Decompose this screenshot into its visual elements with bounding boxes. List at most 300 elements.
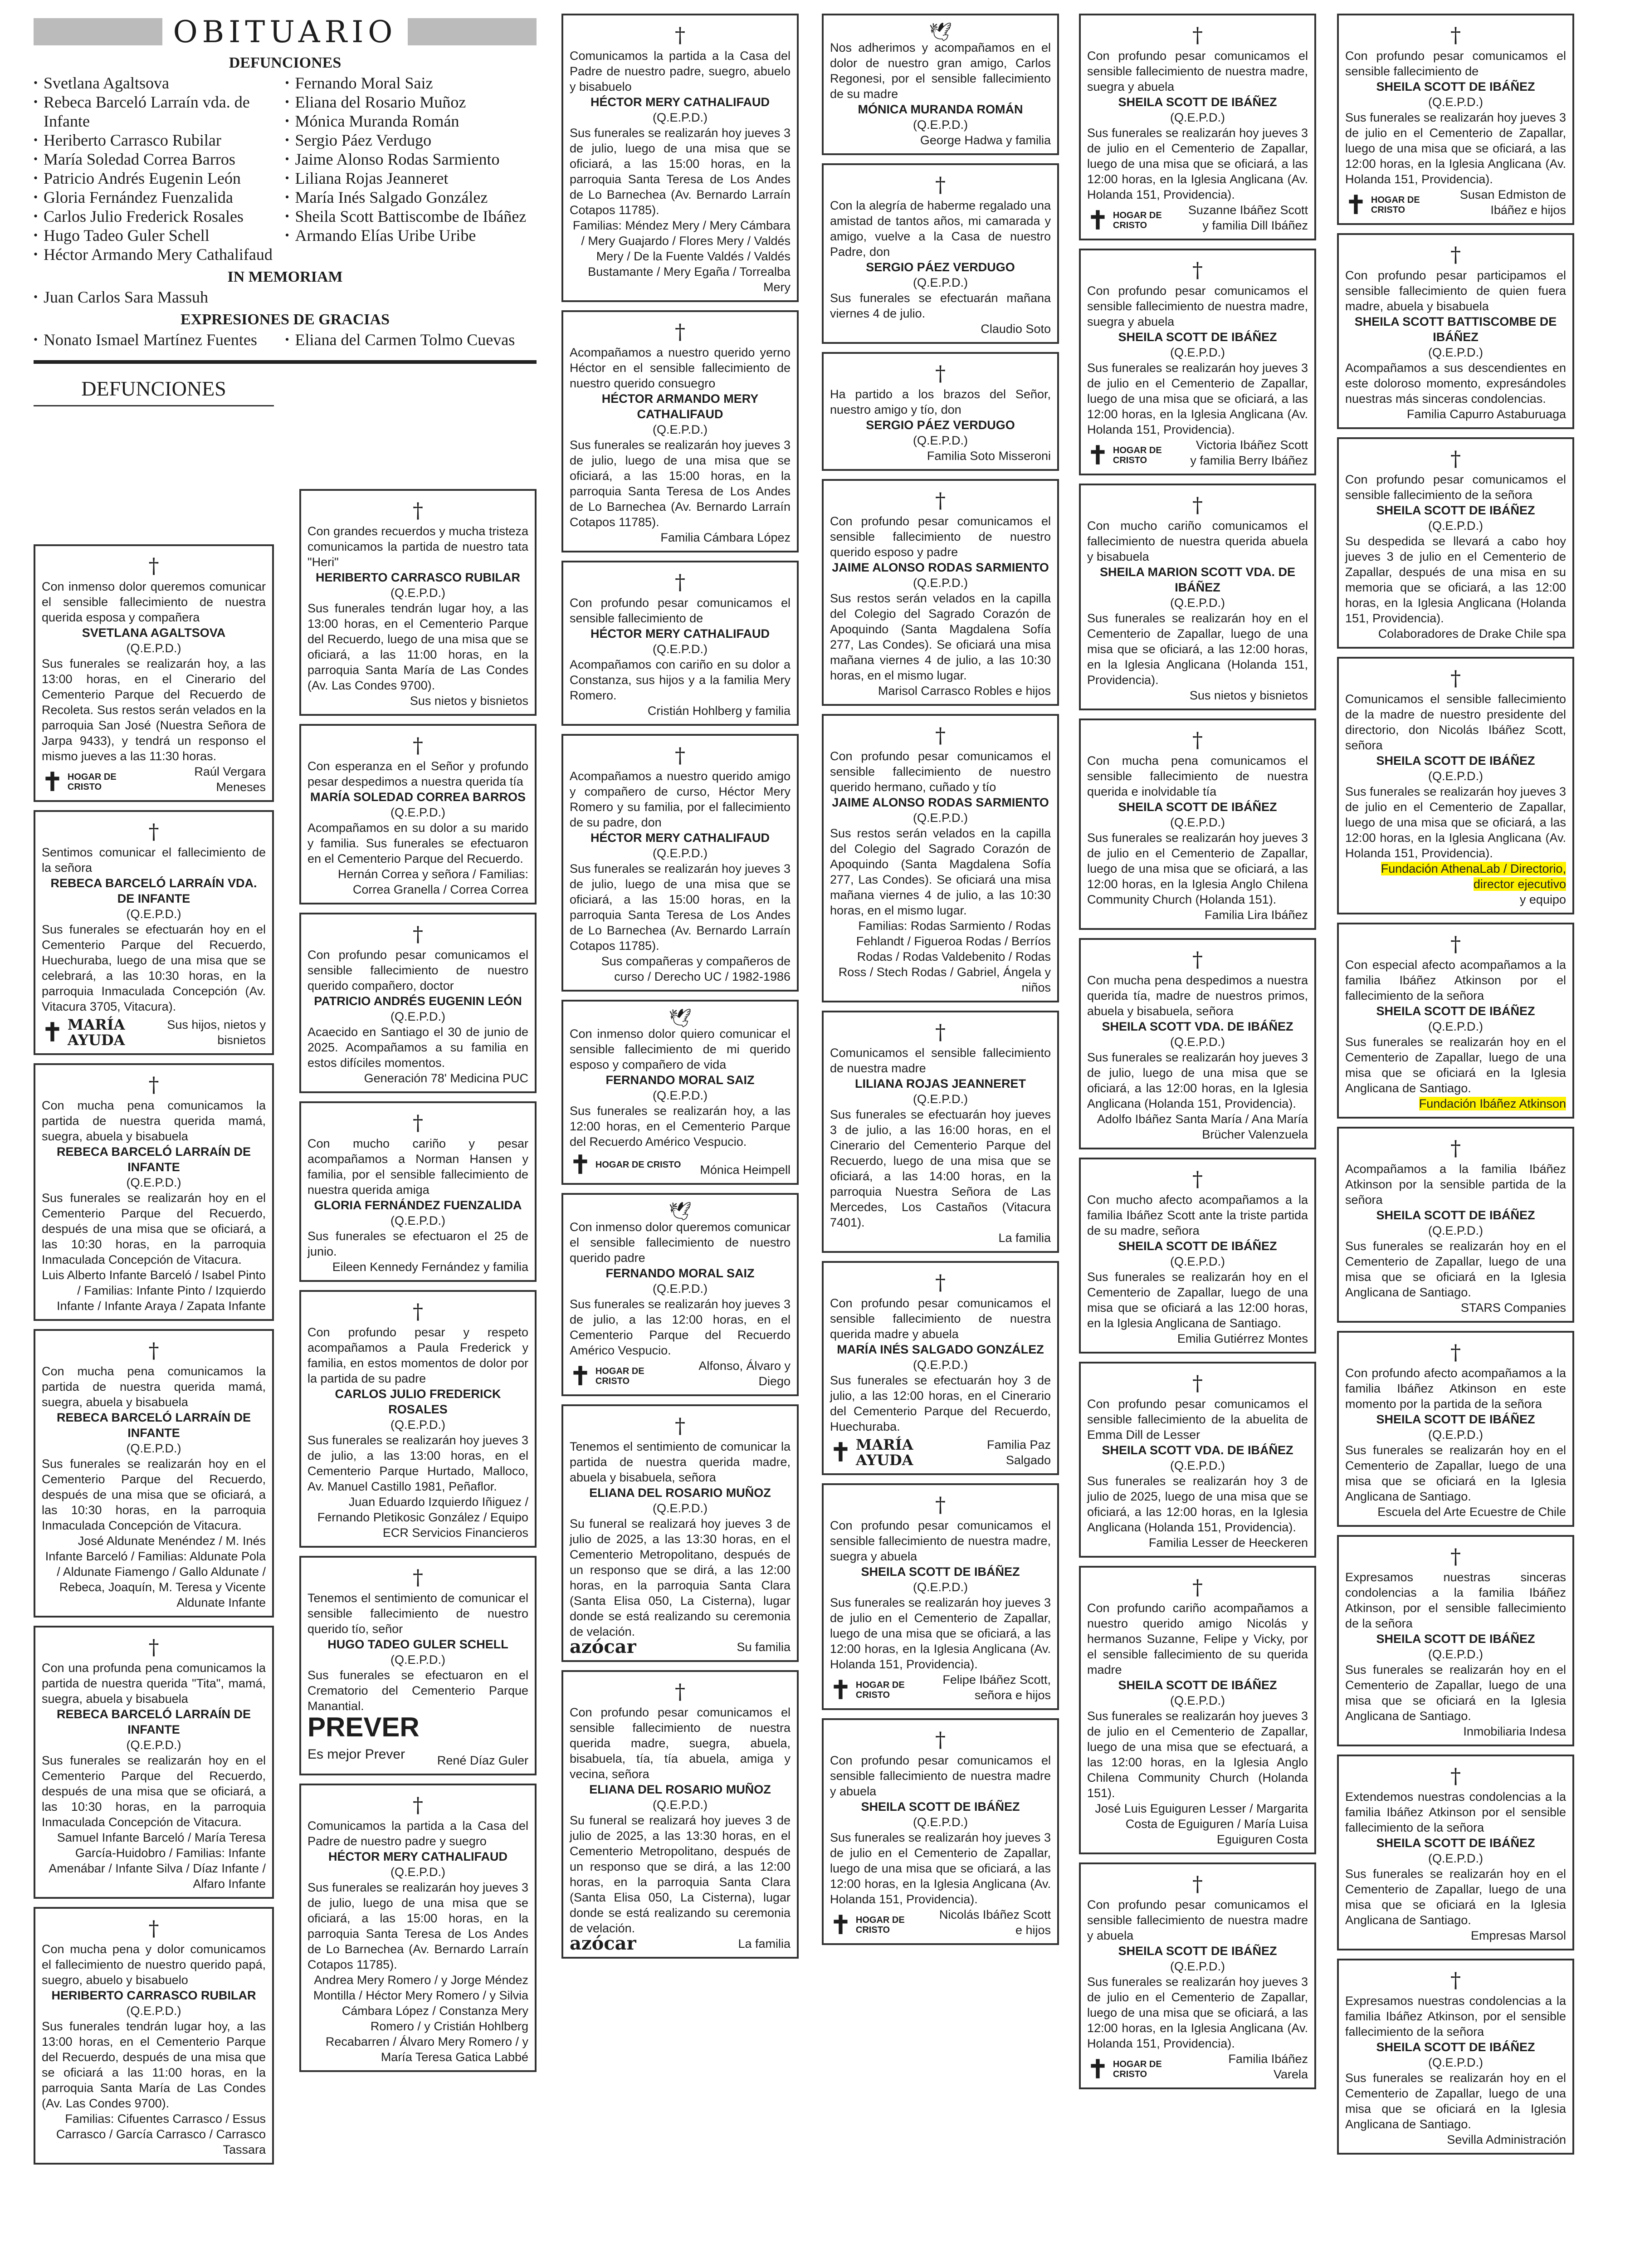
rip-label: (Q.E.P.D.) bbox=[390, 1865, 446, 1879]
obituary-notice bbox=[822, 163, 1059, 344]
obituary-notice bbox=[561, 1000, 799, 1185]
rip-label: (Q.E.P.D.) bbox=[913, 1580, 968, 1594]
notice-signature: Familias: Rodas Sarmiento / Rodas Fehlandt / Figueroa Rodas / Berríos Rodas / Rodas Valdebenito / Rodas Ross / Stech Rodas / Gabriel, Ángela y niños bbox=[838, 919, 1051, 994]
notice-body: Sus funerales se realizarán hoy en el Cementerio de Zapallar, luego de una misa que se oficiará en la Iglesia Anglicana de Santiago. bbox=[1345, 1443, 1566, 1503]
index-entry: • Juan Carlos Sara Massuh bbox=[34, 288, 537, 307]
cross-icon: † bbox=[413, 922, 423, 946]
obituary-notice bbox=[299, 1784, 537, 2072]
notice-footer bbox=[42, 1014, 266, 1048]
deceased-name: SHEILA SCOTT DE IBÁÑEZ bbox=[1118, 1239, 1277, 1253]
obituary-notice bbox=[822, 1261, 1059, 1475]
notice-signature: Familia Capurro Astaburuaga bbox=[1406, 407, 1566, 421]
notice-signature: Inmobiliaria Indesa bbox=[1463, 1725, 1566, 1738]
notice-signature: Familias: Méndez Mery / Mery Cámbara / Mery Guajardo / Flores Mery / Valdés Mery / De la Fuente Valdés / Valdés Bustamante / Mery Egaña / Torrealba Mery bbox=[572, 219, 791, 294]
page-header bbox=[34, 14, 537, 50]
notice-body: Sus funerales se efectuarán hoy 3 de julio, a las 12:00 horas, en el Cinerario del Cementerio Parque del Recuerdo, Huechuraba. bbox=[830, 1374, 1051, 1433]
obituary-notice bbox=[1079, 14, 1316, 240]
obituary-notice bbox=[561, 1670, 799, 1959]
cross-icon: † bbox=[1192, 258, 1203, 282]
cross-icon: † bbox=[148, 1635, 159, 1659]
memoriam-label: IN MEMORIAM bbox=[227, 269, 343, 285]
gracias-label: EXPRESIONES DE GRACIAS bbox=[181, 311, 390, 328]
rip-label: (Q.E.P.D.) bbox=[1428, 769, 1484, 783]
header-bar-right bbox=[408, 18, 537, 45]
rip-label: (Q.E.P.D.) bbox=[1428, 95, 1484, 109]
notice-body: Sus funerales se realizarán hoy jueves 3 de julio en el Cementerio de Zapallar, luego de una misa que se oficiará, a las 12:00 horas, en la Iglesia Anglicana (Av. Holanda 151, Providencia). bbox=[1087, 1975, 1308, 2050]
obituary-notice bbox=[1079, 249, 1316, 475]
obituary-notice bbox=[1079, 1158, 1316, 1354]
obituary-notice bbox=[561, 1404, 799, 1662]
notice-body: Acompañamos en su dolor a su marido y familia. Sus funerales se efectuaron en el Cementerio Parque del Recuerdo. bbox=[307, 821, 528, 865]
index-entry: • Eliana del Rosario Muñoz bbox=[285, 93, 537, 112]
cross-icon: † bbox=[675, 319, 685, 344]
hogar-de-cristo-logo bbox=[1087, 2054, 1195, 2084]
deceased-name: SHEILA SCOTT DE IBÁÑEZ bbox=[1376, 754, 1535, 767]
notice-signature: Victoria Ibáñez Scott y familia Berry Ibáñez bbox=[1190, 438, 1308, 467]
hogar-cross-icon: ✝ bbox=[1087, 205, 1108, 235]
cross-icon: † bbox=[1192, 1575, 1203, 1599]
notice-signature: La familia bbox=[738, 1937, 791, 1950]
notice-intro: Con profundo pesar comunicamos el sensible fallecimiento de nuestra madre y abuela bbox=[1087, 1898, 1308, 1942]
notice-signature: Colaboradores de Drake Chile spa bbox=[1378, 627, 1566, 640]
notices-column-4 bbox=[1079, 14, 1316, 2097]
obituary-notice bbox=[1079, 719, 1316, 930]
notice-body: Sus funerales se realizarán hoy en el Cementerio Parque del Recuerdo, después de una misa que se oficiará, a las 10:30 horas, en la parroquia Inmaculada Concepción de Vitacura. bbox=[42, 1754, 266, 1829]
hogar-de-cristo-logo bbox=[1087, 440, 1186, 470]
obituary-notice bbox=[34, 1329, 274, 1618]
notices-column-3 bbox=[822, 14, 1059, 1953]
rip-label: (Q.E.P.D.) bbox=[652, 1282, 708, 1295]
notice-body: Sus funerales se realizarán hoy jueves 3 de julio, luego de una misa que se oficiará, a las 15:00 horas, en la parroquia Santa Teresa de Los Andes de Lo Barnechea (Av. Bernardo Larraín Cotapos 11785). bbox=[570, 862, 791, 953]
deceased-name: SHEILA SCOTT DE IBÁÑEZ bbox=[1376, 1836, 1535, 1850]
cross-icon: † bbox=[675, 23, 685, 47]
cross-icon: † bbox=[1192, 23, 1203, 47]
rip-label: (Q.E.P.D.) bbox=[1428, 1852, 1484, 1865]
deceased-name: SERGIO PÁEZ VERDUGO bbox=[866, 260, 1015, 274]
hogar-logo-text: HOGAR DE CRISTO bbox=[855, 1915, 905, 1935]
notice-intro: Con profundo pesar comunicamos el sensible fallecimiento de nuestra querida madre, suegra, abuela, bisabuela, tía, tía abuela, amiga y vecina, señora bbox=[570, 1706, 791, 1781]
deceased-name: SHEILA SCOTT VDA. DE IBÁÑEZ bbox=[1102, 1020, 1293, 1033]
notice-intro: Ha partido a los brazos del Señor, nuestro amigo y tío, don bbox=[830, 387, 1051, 416]
notice-signature: Adolfo Ibáñez Santa María / Ana María Brücher Valenzuela bbox=[1097, 1112, 1308, 1141]
notice-intro: Con profundo pesar comunicamos el sensible fallecimiento de nuestro querido esposo y padre bbox=[830, 514, 1051, 559]
obituary-notice bbox=[1079, 1566, 1316, 1854]
notice-intro: Con profundo pesar comunicamos el sensible fallecimiento de bbox=[1345, 49, 1566, 78]
crucifix-icon: ✝ bbox=[42, 1017, 63, 1047]
notice-body: Sus restos serán velados en la capilla del Colegio del Sagrado Corazón de Apoquindo (Santa Magdalena Sofía 277, Las Condes). Se oficiará una misa mañana viernes 4 de julio, a las 10:30 horas, en el mismo lugar. bbox=[830, 826, 1051, 917]
notice-body: Sus restos serán velados en la capilla del Colegio del Sagrado Corazón de Apoquindo (Santa Magdalena Sofía 277, Las Condes). Se oficiará una misa mañana viernes 4 de julio, a las 10:30 horas, en el mismo lugar. bbox=[830, 591, 1051, 682]
notice-signature: Familias: Cifuentes Carrasco / Essus Carrasco / García Carrasco / Carrasco Tassara bbox=[56, 2112, 266, 2156]
cross-icon: † bbox=[935, 1727, 946, 1752]
rip-label: (Q.E.P.D.) bbox=[126, 2004, 181, 2018]
crucifix-icon: ✝ bbox=[830, 1437, 851, 1467]
maria-ayuda-text: MARÍA AYUDA bbox=[67, 1016, 125, 1049]
obituary-notice bbox=[1337, 1535, 1574, 1746]
rip-label: (Q.E.P.D.) bbox=[390, 806, 446, 819]
deceased-name: SHEILA SCOTT DE IBÁÑEZ bbox=[1118, 95, 1277, 109]
prever-text: PREVER bbox=[307, 1712, 420, 1742]
notice-signature: Familia Paz Salgado bbox=[986, 1438, 1051, 1467]
cross-icon: † bbox=[1192, 947, 1203, 972]
index-entry: • Heriberto Carrasco Rubilar bbox=[34, 131, 285, 150]
obituary-notice bbox=[1337, 1959, 1574, 2155]
deceased-name: MARÍA SOLEDAD CORREA BARROS bbox=[310, 790, 526, 804]
notice-body: Sus funerales se realizarán hoy jueves 3 de julio en el Cementerio de Zapallar, luego de una misa que se oficiará, a las 12:00 horas, en la Iglesia Anglicana (Av. Holanda 151, Providencia). bbox=[830, 1596, 1051, 1671]
defunciones-index bbox=[34, 73, 537, 264]
notice-intro: Con mucho afecto acompañamos a la familia Ibáñez Scott ante la triste partida de su madre, señora bbox=[1087, 1193, 1308, 1237]
notice-signature: José Aldunate Menéndez / M. Inés Infante Barceló / Familias: Aldunate Pola / Aldunate Fiamengo / Gallo Aldunate / Rebeca, Joaquín, M. Teresa y Vicente Aldunate Infante bbox=[45, 1534, 266, 1609]
obituary-notice bbox=[822, 1011, 1059, 1253]
index-entry: • Rebeca Barceló Larraín vda. de Infante bbox=[34, 93, 285, 131]
deceased-name: SHEILA SCOTT DE IBÁÑEZ bbox=[1376, 503, 1535, 517]
cross-icon: † bbox=[935, 723, 946, 748]
notice-intro: Con inmenso dolor queremos comunicar el sensible fallecimiento de nuestra querida esposa y compañera bbox=[42, 580, 266, 624]
notice-signature: Empresas Marsol bbox=[1470, 1929, 1566, 1942]
notices-column-5 bbox=[1337, 14, 1574, 2163]
notice-signature: Alfonso, Álvaro y Diego bbox=[698, 1359, 791, 1388]
notice-body: Su funeral se realizará hoy jueves 3 de julio de 2025, a las 13:30 horas, en el Cementerio Metropolitano, después de un responso que se dirá, a las 12:00 horas, en la parroquia Santa Clara (Santa Elisa 050, La Cisterna), lugar donde se está realizando su ceremonia de velación. bbox=[570, 1517, 791, 1638]
index-entry: • Patricio Andrés Eugenin León bbox=[34, 169, 285, 188]
notice-signature: José Luis Eguiguren Lesser / Margarita Costa de Eguiguren / María Luisa Eguiguren Costa bbox=[1095, 1802, 1308, 1846]
cross-icon: † bbox=[1450, 23, 1461, 47]
notice-intro: Con mucho cariño y pesar acompañamos a Norman Hansen y familia, por el sensible fallecimiento de nuestra querida amiga bbox=[307, 1137, 528, 1197]
rip-label: (Q.E.P.D.) bbox=[913, 276, 968, 289]
notice-signature: Familia Lesser de Heeckeren bbox=[1148, 1536, 1308, 1549]
notices-column-1a bbox=[34, 544, 274, 2173]
index-entry: • Héctor Armando Mery Cathalifaud bbox=[34, 245, 285, 264]
notice-body: Su funeral se realizará hoy jueves 3 de julio de 2025, a las 13:30 horas, en el Cementerio Metropolitano, después de un responso que se dirá, a las 12:00 horas, en la parroquia Santa Clara (Santa Elisa 050, La Cisterna), lugar donde se está realizando su ceremonia de velación. bbox=[570, 1813, 791, 1935]
hogar-de-cristo-logo bbox=[830, 1912, 929, 1938]
notice-body: Sus funerales tendrán lugar hoy, a las 13:00 horas, en el Cementerio Parque del Recuerdo, luego de una misa que se oficiará, a las 11:00 horas, en la parroquia Santa María de Las Condes (Av. Las Condes 9700). bbox=[307, 601, 528, 692]
rip-label: (Q.E.P.D.) bbox=[913, 1815, 968, 1829]
notice-intro: Tenemos el sentimiento de comunicar el sensible fallecimiento de nuestro querido tío, señor bbox=[307, 1591, 528, 1636]
notice-signature: y equipo bbox=[1519, 893, 1566, 906]
cross-icon: † bbox=[935, 172, 946, 197]
notice-body: Sus funerales se realizarán hoy en el Cementerio de Zapallar, luego de una misa que se oficiará en la Iglesia Anglicana de Santiago. bbox=[1345, 1239, 1566, 1299]
notice-intro: Con mucha pena y dolor comunicamos el fallecimiento de nuestro querido papá, suegro, abuelo y bisabuelo bbox=[42, 1942, 266, 1987]
azocar-logo bbox=[570, 1933, 636, 1954]
notice-signature-highlight bbox=[1345, 861, 1566, 892]
notice-intro: Acompañamos a nuestro querido yerno Héctor en el sensible fallecimiento de nuestro querido consuegro bbox=[570, 346, 791, 390]
maria-ayuda-logo bbox=[42, 1017, 152, 1048]
rip-label: (Q.E.P.D.) bbox=[913, 118, 968, 132]
cross-icon: † bbox=[1192, 728, 1203, 752]
notice-footer bbox=[1087, 437, 1308, 468]
deceased-name: ELIANA DEL ROSARIO MUÑOZ bbox=[589, 1486, 771, 1500]
notice-signature: Familia Soto Misseroni bbox=[927, 449, 1051, 463]
notice-footer bbox=[1087, 202, 1308, 233]
rip-label: (Q.E.P.D.) bbox=[652, 423, 708, 436]
cross-icon: † bbox=[413, 1110, 423, 1135]
notice-signature: Hernán Correa y señora / Familias: Correa Granella / Correa Correa bbox=[337, 867, 528, 896]
notice-body: Sus funerales se realizarán hoy en el Cementerio Parque del Recuerdo, después de una misa que se oficiará, a las 10:30 horas, en la parroquia Inmaculada Concepción de Vitacura. bbox=[42, 1457, 266, 1532]
rip-label: (Q.E.P.D.) bbox=[126, 641, 181, 655]
deceased-name: SHEILA SCOTT DE IBÁÑEZ bbox=[861, 1800, 1020, 1813]
cross-icon: † bbox=[1192, 1872, 1203, 1896]
notice-signature: Familia Ibáñez Varela bbox=[1228, 2052, 1308, 2081]
cross-icon: † bbox=[1450, 666, 1461, 690]
notice-signature-highlight bbox=[1345, 1096, 1566, 1111]
notice-signature: George Hadwa y familia bbox=[920, 133, 1051, 147]
deceased-name: SHEILA SCOTT VDA. DE IBÁÑEZ bbox=[1102, 1443, 1293, 1457]
dove-icon: 🕊 bbox=[929, 22, 952, 42]
notice-intro: Con profundo pesar comunicamos el sensible fallecimiento de nuestra madre, suegra y abuela bbox=[1087, 284, 1308, 328]
obituary-notice bbox=[561, 734, 799, 992]
hogar-cross-icon: ✝ bbox=[830, 1910, 851, 1940]
prever-subtext: Es mejor Prever bbox=[307, 1747, 405, 1762]
index-entry: • Hugo Tadeo Guler Schell bbox=[34, 226, 285, 245]
highlighted-signature: Fundación AthenaLab / Directorio, director ejecutivo bbox=[1381, 862, 1566, 891]
obituary-notice bbox=[299, 489, 537, 716]
azocar-text: azócar bbox=[570, 1933, 636, 1954]
page-title: OBITUARIO bbox=[173, 14, 397, 49]
obituary-notice bbox=[34, 1907, 274, 2165]
hogar-cross-icon: ✝ bbox=[570, 1150, 591, 1180]
cross-icon: † bbox=[1450, 446, 1461, 471]
deceased-name: SHEILA SCOTT DE IBÁÑEZ bbox=[1376, 1004, 1535, 1018]
obituary-notice bbox=[822, 14, 1059, 155]
highlighted-signature: Fundación Ibáñez Atkinson bbox=[1419, 1097, 1566, 1110]
header-bar-left bbox=[34, 18, 162, 45]
rip-label: (Q.E.P.D.) bbox=[652, 846, 708, 860]
notice-body: Sus funerales se realizarán hoy jueves 3 de julio, luego de una misa que se oficiará, a las 15:00 horas, en la parroquia Santa Teresa de Los Andes de Lo Barnechea (Av. Bernardo Larraín Cotapos 11785). bbox=[570, 126, 791, 217]
obituary-notice bbox=[561, 310, 799, 552]
obituary-notice bbox=[1079, 1362, 1316, 1558]
notice-body: Sus funerales se realizarán hoy en el Cementerio de Zapallar, luego de una misa que se oficiará, a las 12:00 horas, en la Iglesia Anglicana (Holanda 151, Providencia). bbox=[1087, 611, 1308, 687]
notice-footer bbox=[570, 1933, 791, 1954]
cross-icon: † bbox=[148, 1916, 159, 1941]
rip-label: (Q.E.P.D.) bbox=[1170, 111, 1225, 124]
hogar-de-cristo-logo bbox=[42, 769, 147, 795]
deceased-name: SHEILA SCOTT DE IBÁÑEZ bbox=[1376, 80, 1535, 93]
maria-ayuda-text: MARÍA AYUDA bbox=[855, 1436, 913, 1469]
deceased-name: SERGIO PÁEZ VERDUGO bbox=[866, 418, 1015, 432]
cross-icon: † bbox=[413, 733, 423, 758]
notice-intro: Con profundo pesar participamos el sensible fallecimiento de quien fuera madre, abuela y bisabuela bbox=[1345, 269, 1566, 313]
notice-intro: Con profundo pesar comunicamos el sensible fallecimiento de nuestra querida madre y abuela bbox=[830, 1296, 1051, 1341]
notice-footer bbox=[1087, 2051, 1308, 2082]
deceased-name: MÓNICA MURANDA ROMÁN bbox=[858, 103, 1023, 116]
deceased-name: SHEILA SCOTT DE IBÁÑEZ bbox=[861, 1565, 1020, 1579]
obituary-notice bbox=[1337, 437, 1574, 649]
cross-icon: † bbox=[675, 570, 685, 594]
obituary-notice bbox=[1337, 923, 1574, 1119]
index-entry: • Gloria Fernández Fuenzalida bbox=[34, 188, 285, 207]
cross-icon: † bbox=[1450, 1968, 1461, 1992]
deceased-name: SHEILA SCOTT BATTISCOMBE DE IBÁÑEZ bbox=[1354, 315, 1557, 344]
notice-signature: Raúl Vergara Meneses bbox=[194, 765, 266, 794]
obituary-notice bbox=[1337, 1127, 1574, 1323]
notice-intro: Comunicamos el sensible fallecimiento de la madre de nuestro presidente del directorio, don Nicolás Ibáñez Scott, señora bbox=[1345, 692, 1566, 752]
deceased-name: FERNANDO MORAL SAIZ bbox=[605, 1266, 755, 1280]
notice-signature: Felipe Ibáñez Scott, señora e hijos bbox=[942, 1673, 1051, 1702]
notice-intro: Con profundo pesar comunicamos el sensible fallecimiento de la abuelita de Emma Dill de Lesser bbox=[1087, 1397, 1308, 1442]
deceased-name: HERIBERTO CARRASCO RUBILAR bbox=[315, 571, 520, 584]
dove-icon: 🕊 bbox=[669, 1008, 692, 1028]
notice-body: Sus funerales tendrán lugar hoy, a las 13:00 horas, en el Cementerio Parque del Recuerdo, después de una misa que se oficiará a las 11:00 horas, en la parroquia Santa María de Las Condes (Av. Las Condes 9700). bbox=[42, 2019, 266, 2110]
rip-label: (Q.E.P.D.) bbox=[390, 586, 446, 600]
notice-body: Sus funerales se realizarán hoy en el Cementerio de Zapallar, luego de una misa que se oficiará en la Iglesia Anglicana de Santiago. bbox=[1345, 2071, 1566, 2131]
notice-signature: Luis Alberto Infante Barceló / Isabel Pinto / Familias: Infante Pinto / Izquierdo Infante / Infante Araya / Zapata Infante bbox=[42, 1268, 266, 1313]
deceased-name: HERIBERTO CARRASCO RUBILAR bbox=[51, 1989, 256, 2002]
index-entry: • Sheila Scott Battiscombe de Ibáñez bbox=[285, 207, 537, 226]
notice-intro: Con inmenso dolor queremos comunicar el sensible fallecimiento de nuestro querido padre bbox=[570, 1220, 791, 1265]
deceased-name: REBECA BARCELÓ LARRAÍN DE INFANTE bbox=[56, 1707, 251, 1736]
index-entry: • Fernando Moral Saiz bbox=[285, 73, 537, 93]
rip-label: (Q.E.P.D.) bbox=[126, 1176, 181, 1189]
index-entry: • Svetlana Agaltsova bbox=[34, 73, 285, 93]
notice-body: Sus funerales se realizarán hoy jueves 3 de julio, luego de una misa que se oficiará, a las 12:00 horas, en la Iglesia Anglicana (Holanda 151, Providencia). bbox=[1087, 1051, 1308, 1110]
notice-signature: Escuela del Arte Ecuestre de Chile bbox=[1377, 1505, 1566, 1519]
hogar-cross-icon: ✝ bbox=[570, 1361, 591, 1391]
hogar-logo-text: HOGAR DE CRISTO bbox=[1113, 210, 1162, 230]
hogar-de-cristo-logo bbox=[1345, 192, 1445, 218]
notice-footer bbox=[830, 1907, 1051, 1938]
cross-icon: † bbox=[1450, 242, 1461, 267]
notice-intro: Con la alegría de haberme regalado una amistad de tantos años, mi camarada y amigo, vuelve a la Casa de nuestro Padre, don bbox=[830, 199, 1051, 259]
notices-column-1b bbox=[299, 489, 537, 2080]
deceased-name: SHEILA SCOTT DE IBÁÑEZ bbox=[1376, 2040, 1535, 2054]
notice-body: Sus funerales se realizarán hoy jueves 3 de julio en el Cementerio de Zapallar, luego de una misa que se oficiará, a las 12:00 horas, en la Iglesia Anglicana (Av. Holanda 151, Providencia). bbox=[830, 1831, 1051, 1906]
notice-signature: Sus nietos y bisnietos bbox=[410, 694, 528, 708]
hogar-logo-text: HOGAR DE CRISTO bbox=[1113, 2059, 1162, 2079]
hogar-logo-text: HOGAR DE CRISTO bbox=[67, 772, 117, 792]
section-title: DEFUNCIONES bbox=[34, 376, 274, 406]
notice-signature: Su familia bbox=[737, 1640, 791, 1654]
obituary-notice bbox=[299, 1290, 537, 1548]
deceased-name: REBECA BARCELÓ LARRAÍN VDA. DE INFANTE bbox=[50, 876, 257, 905]
cross-icon: † bbox=[1450, 932, 1461, 956]
obituary-notice bbox=[561, 1193, 799, 1396]
gracias-index bbox=[34, 330, 537, 349]
rip-label: (Q.E.P.D.) bbox=[390, 1010, 446, 1023]
notice-signature: Generación 78' Medicina PUC bbox=[364, 1071, 528, 1085]
notice-intro: Extendemos nuestras condolencias a la familia Ibáñez Atkinson por el sensible fallecimiento de la señora bbox=[1345, 1790, 1566, 1834]
rip-label: (Q.E.P.D.) bbox=[913, 434, 968, 447]
cross-icon: † bbox=[1450, 1764, 1461, 1788]
notice-signature: Andrea Mery Romero / y Jorge Méndez Montilla / Héctor Mery Romero / y Silvia Cámbara López / Constanza Mery Romero / y Cristián Hohlberg Recabarren / Álvaro Mery Romero / y María Teresa Gatica Labbé bbox=[313, 1973, 528, 2064]
notice-signature: Familia Lira Ibáñez bbox=[1204, 908, 1308, 922]
cross-icon: † bbox=[148, 553, 159, 578]
prever-logo bbox=[307, 1714, 420, 1768]
notice-intro: Con mucha pena comunicamos la partida de nuestra querida mamá, suegra, abuela y bisabuela bbox=[42, 1099, 266, 1143]
notice-body: Sus funerales se efectuaron en el Crematorio del Cementerio Parque Manantial. bbox=[307, 1668, 528, 1713]
rip-label: (Q.E.P.D.) bbox=[913, 576, 968, 590]
rip-label: (Q.E.P.D.) bbox=[652, 1501, 708, 1515]
gracias-list-right bbox=[285, 330, 537, 349]
rip-label: (Q.E.P.D.) bbox=[1170, 1459, 1225, 1472]
hogar-cross-icon: ✝ bbox=[42, 767, 63, 797]
cross-icon: † bbox=[935, 1020, 946, 1044]
notice-intro: Con mucha pena comunicamos la partida de nuestra querida mamá, suegra, abuela y bisabuela bbox=[42, 1364, 266, 1409]
rip-label: (Q.E.P.D.) bbox=[126, 1442, 181, 1455]
notice-signature: STARS Companies bbox=[1460, 1301, 1566, 1315]
notice-signature: Marisol Carrasco Robles e hijos bbox=[878, 684, 1051, 698]
cross-icon: † bbox=[413, 1565, 423, 1589]
rip-label: (Q.E.P.D.) bbox=[652, 111, 708, 124]
notice-signature: Mónica Heimpell bbox=[700, 1163, 791, 1177]
cross-icon: † bbox=[413, 1299, 423, 1324]
notice-intro: Tenemos el sentimiento de comunicar la partida de nuestra querida madre, abuela y bisabuela, señora bbox=[570, 1440, 791, 1484]
deceased-name: GLORIA FERNÁNDEZ FUENZALIDA bbox=[314, 1198, 522, 1212]
notice-intro: Con profundo pesar y respeto acompañamos a Paula Frederick y familia, en estos momentos de dolor por la partida de su padre bbox=[307, 1325, 528, 1385]
rip-label: (Q.E.P.D.) bbox=[1428, 1428, 1484, 1442]
hogar-de-cristo-logo bbox=[830, 1677, 929, 1703]
cross-icon: † bbox=[1450, 1340, 1461, 1364]
deceased-name: SVETLANA AGALTSOVA bbox=[82, 626, 226, 640]
obituary-notice bbox=[822, 1718, 1059, 1945]
notice-signature: La familia bbox=[998, 1231, 1051, 1245]
deceased-name: SHEILA SCOTT DE IBÁÑEZ bbox=[1118, 330, 1277, 344]
notice-intro: Comunicamos la partida a la Casa del Padre de nuestro padre y suegro bbox=[307, 1819, 528, 1848]
deceased-name: REBECA BARCELÓ LARRAÍN DE INFANTE bbox=[56, 1411, 251, 1440]
index-entry: • Eliana del Carmen Tolmo Cuevas bbox=[285, 330, 537, 349]
cross-icon: † bbox=[148, 819, 159, 844]
rip-label: (Q.E.P.D.) bbox=[1170, 816, 1225, 829]
notice-body: Sus funerales se realizarán hoy 3 de julio de 2025, luego de una misa que se oficiará, a las 12:00 horas, en la Iglesia Anglicana (Holanda 151, Providencia). bbox=[1087, 1474, 1308, 1534]
obituary-notice bbox=[1079, 484, 1316, 710]
section-divider bbox=[34, 360, 537, 364]
notice-body: Acompañamos a sus descendientes en este doloroso momento, expresándoles nuestras más sinceras condolencias. bbox=[1345, 361, 1566, 406]
rip-label: (Q.E.P.D.) bbox=[913, 1092, 968, 1106]
cross-icon: † bbox=[675, 743, 685, 767]
cross-icon: † bbox=[935, 361, 946, 386]
deceased-name: SHEILA SCOTT DE IBÁÑEZ bbox=[1118, 800, 1277, 814]
obituary-notice bbox=[822, 479, 1059, 706]
cross-icon: † bbox=[1192, 493, 1203, 517]
notice-footer bbox=[570, 1149, 791, 1178]
notice-body: Sus funerales se efectuarán mañana viernes 4 de julio. bbox=[830, 291, 1051, 320]
notice-body: Sus funerales se realizarán hoy jueves 3 de julio en el Cementerio de Zapallar, luego de una misa que se oficiará, a las 12:00 horas, en la Iglesia Anglicana (Av. Holanda 151, Providencia). bbox=[1087, 361, 1308, 436]
deceased-name: HÉCTOR ARMANDO MERY CATHALIFAUD bbox=[601, 392, 759, 421]
notice-signature: Familia Cámbara López bbox=[660, 531, 791, 544]
hogar-logo-text: HOGAR DE CRISTO bbox=[595, 1366, 644, 1386]
notice-signature: Cristián Hohlberg y familia bbox=[647, 704, 791, 718]
hogar-de-cristo-logo bbox=[1087, 205, 1186, 235]
obituary-notice bbox=[1337, 1755, 1574, 1950]
notice-signature: Juan Eduardo Izquierdo Iñiguez / Fernando Pletikosic González / Equipo ECR Servicios Financieros bbox=[317, 1495, 528, 1540]
notice-body: Sus funerales se realizarán hoy en el Cementerio de Zapallar, luego de una misa que se oficiará en la Iglesia Anglicana de Santiago. bbox=[1345, 1035, 1566, 1095]
obituary-notice bbox=[1337, 657, 1574, 914]
rip-label: (Q.E.P.D.) bbox=[1170, 596, 1225, 610]
defunciones-label: DEFUNCIONES bbox=[229, 54, 342, 71]
dove-icon: 🕊 bbox=[669, 1202, 692, 1222]
rip-label: (Q.E.P.D.) bbox=[1170, 1035, 1225, 1049]
rip-label: (Q.E.P.D.) bbox=[652, 1798, 708, 1812]
obituary-notice bbox=[1079, 1862, 1316, 2089]
notice-intro: Con profundo pesar comunicamos el sensible fallecimiento de nuestra madre y abuela bbox=[830, 1754, 1051, 1798]
notice-signature: Emilia Gutiérrez Montes bbox=[1177, 1332, 1308, 1345]
rip-label: (Q.E.P.D.) bbox=[1428, 519, 1484, 533]
notice-body: Sus funerales se realizarán hoy en el Cementerio de Zapallar, luego de una misa que se oficiará a las 12:00 horas, en la Iglesia Anglicana de Santiago. bbox=[1087, 1270, 1308, 1330]
deceased-name: FERNANDO MORAL SAIZ bbox=[605, 1073, 755, 1087]
notice-body: Sus funerales se realizarán hoy jueves 3 de julio, a las 12:00 horas, en el Cementerio Parque del Recuerdo Américo Vespucio. bbox=[570, 1297, 791, 1357]
obituary-notice bbox=[1079, 938, 1316, 1149]
notice-body: Sus funerales se realizarán hoy en el Cementerio de Zapallar, luego de una misa que se oficiará en la Iglesia Anglicana de Santiago. bbox=[1345, 1867, 1566, 1927]
notice-footer bbox=[570, 1636, 791, 1657]
rip-label: (Q.E.P.D.) bbox=[913, 811, 968, 825]
rip-label: (Q.E.P.D.) bbox=[390, 1418, 446, 1432]
maria-ayuda-logo bbox=[830, 1437, 955, 1468]
cross-icon: † bbox=[935, 1492, 946, 1517]
notice-signature: Suzanne Ibáñez Scott y familia Dill Ibáñez bbox=[1188, 203, 1308, 232]
rip-label: (Q.E.P.D.) bbox=[1170, 1255, 1225, 1268]
notice-body: Sus funerales se efectuarán hoy en el Cementerio Parque del Recuerdo, Huechuraba, luego de una misa que se celebrará, a las 10:30 horas, en la parroquia Inmaculada Concepción (Av. Vitacura 3705, Vitacura). bbox=[42, 923, 266, 1013]
rip-label: (Q.E.P.D.) bbox=[1170, 346, 1225, 359]
rip-label: (Q.E.P.D.) bbox=[390, 1653, 446, 1667]
notice-intro: Con profundo pesar comunicamos el sensible fallecimiento de nuestra madre, suegra y abuela bbox=[830, 1519, 1051, 1563]
deceased-name: JAIME ALONSO RODAS SARMIENTO bbox=[832, 561, 1049, 574]
